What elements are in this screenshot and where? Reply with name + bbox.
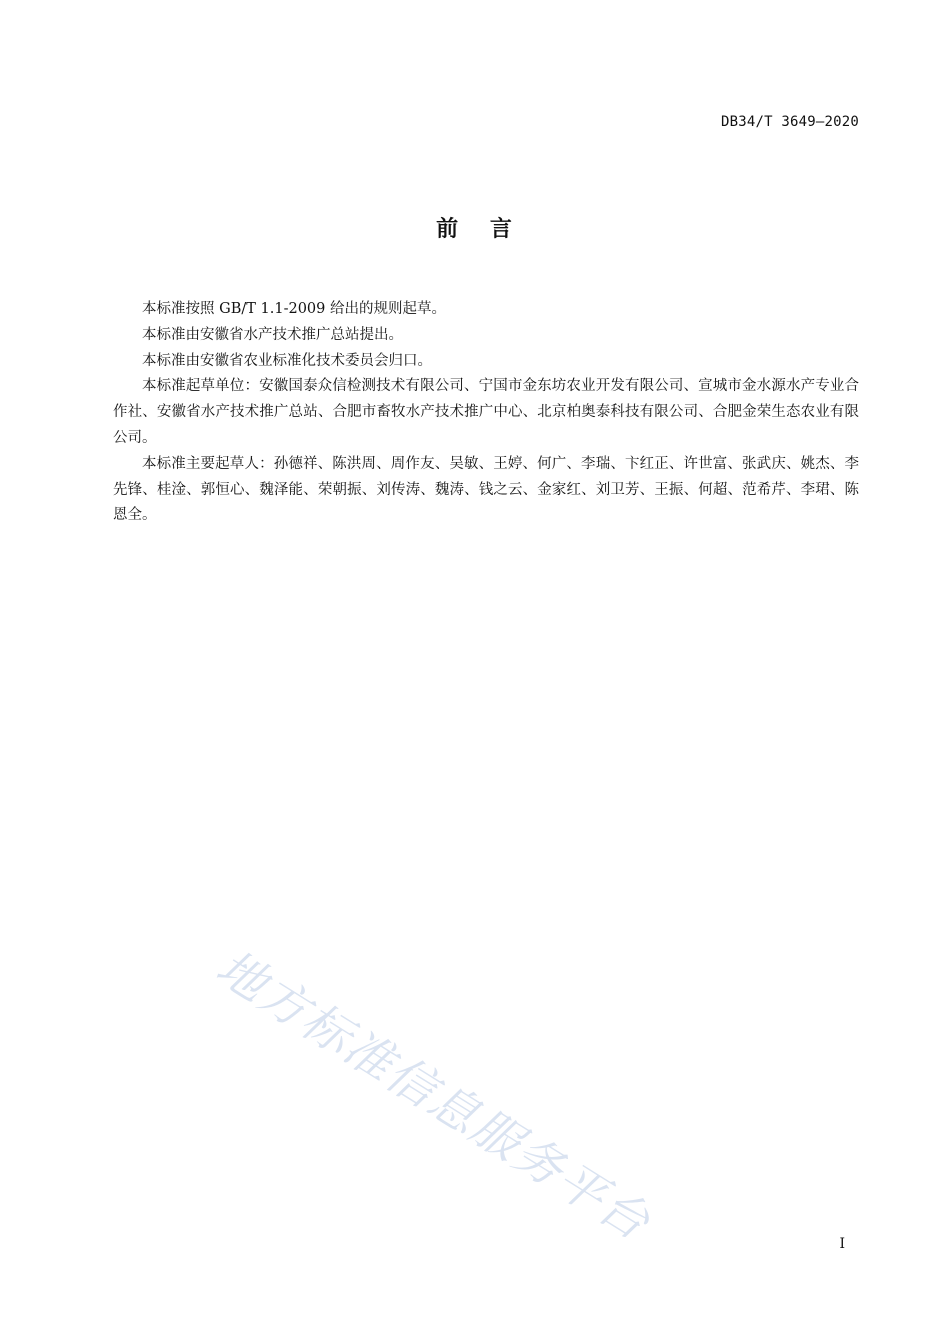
page-title: 前 言	[436, 217, 514, 242]
foreword-body	[113, 297, 859, 529]
watermark: 地方标准信息服务平台	[206, 939, 661, 1252]
standard-code: DB34/T 3649—2020	[720, 114, 859, 130]
paragraph-drafting-units: 本标准起草单位：安徽国泰众信检测技术有限公司、宁国市金东坊农业开发有限公司、宣城市金水源水产专业合作社、安徽省水产技术推广总站、合肥市畜牧水产技术推广中心、北京柏奥泰科技有限公司、合肥金荣生态农业有限公司。	[113, 378, 859, 446]
paragraph-drafting-rules: 本标准按照 GB/T 1.1-2009 给出的规则起草。	[142, 301, 446, 317]
page-number: I	[839, 1236, 845, 1252]
paragraph-proposer: 本标准由安徽省水产技术推广总站提出。	[142, 326, 403, 343]
paragraph-drafters: 本标准主要起草人：孙德祥、陈洪周、周作友、吴敏、王婷、何广、李瑞、卞红正、许世富、张武庆、姚杰、李先锋、桂淦、郭恒心、魏泽能、荣朝振、刘传涛、魏涛、钱之云、金家红、刘卫芳、王振、何超、范希芹、李珺、陈恩全。	[113, 455, 859, 524]
paragraph-centralized-unit: 本标准由安徽省农业标准化技术委员会归口。	[142, 352, 432, 369]
